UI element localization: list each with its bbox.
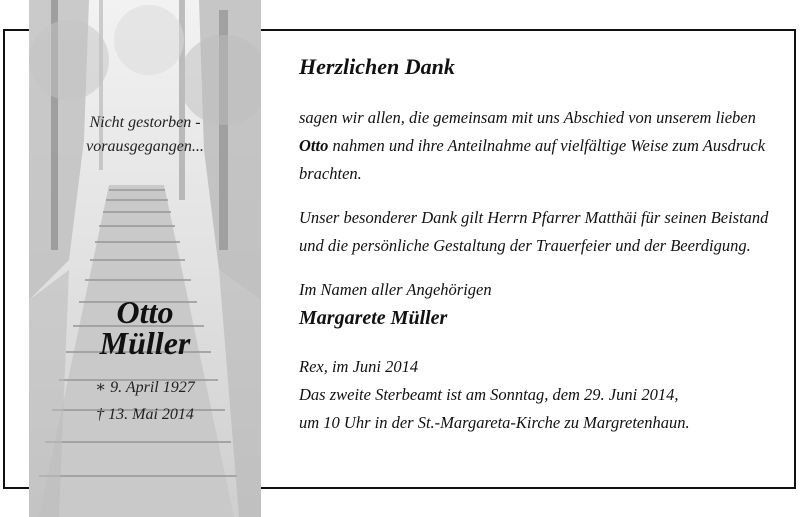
special-thanks-paragraph: Unser besonderer Dank gilt Herrn Pfarrer Matthäi für seinen Beistand und die persönliche Gestaltung der Trauerfeier und der Beerdigung.: [299, 208, 769, 255]
notice-heading: Herzlichen Dank: [299, 54, 455, 79]
deceased-name-inline: Otto: [299, 136, 329, 155]
notice-content: [299, 52, 779, 437]
on-behalf-text: Im Namen aller Angehörigen: [299, 280, 492, 299]
thanks-paragraph: [299, 104, 779, 188]
signature-block: [299, 276, 779, 333]
death-date: † 13. Mai 2014: [96, 406, 194, 423]
service-line-1: Das zweite Sterbeamt ist am Sonntag, dem 29. Juni 2014,: [299, 385, 679, 404]
thanks-text-end: nahmen und ihre Anteilnahme auf vielfältige Weise zum Ausdruck brachten.: [299, 136, 766, 183]
signer-name: Margarete Müller: [299, 307, 448, 329]
service-line-2: um 10 Uhr in der St.-Margareta-Kirche zu Margretenhaun.: [299, 413, 690, 432]
life-dates: [29, 374, 261, 428]
deceased-name: [29, 294, 261, 361]
thanks-text-start: sagen wir allen, die gemeinsam mit uns Abschied von unserem lieben: [299, 108, 756, 127]
motto: [29, 111, 261, 159]
deceased-first-name: Otto: [116, 294, 174, 330]
birth-date: ∗ 9. April 1927: [95, 379, 195, 396]
memorial-photo-panel: [29, 0, 261, 517]
forest-stairs-photo: [29, 0, 261, 517]
motto-line-1: Nicht gestorben -: [89, 114, 201, 131]
motto-line-2: vorausgegangen...: [86, 138, 204, 155]
place-date: Rex, im Juni 2014: [299, 357, 419, 376]
service-info: [299, 353, 779, 437]
deceased-last-name: Müller: [99, 325, 191, 361]
